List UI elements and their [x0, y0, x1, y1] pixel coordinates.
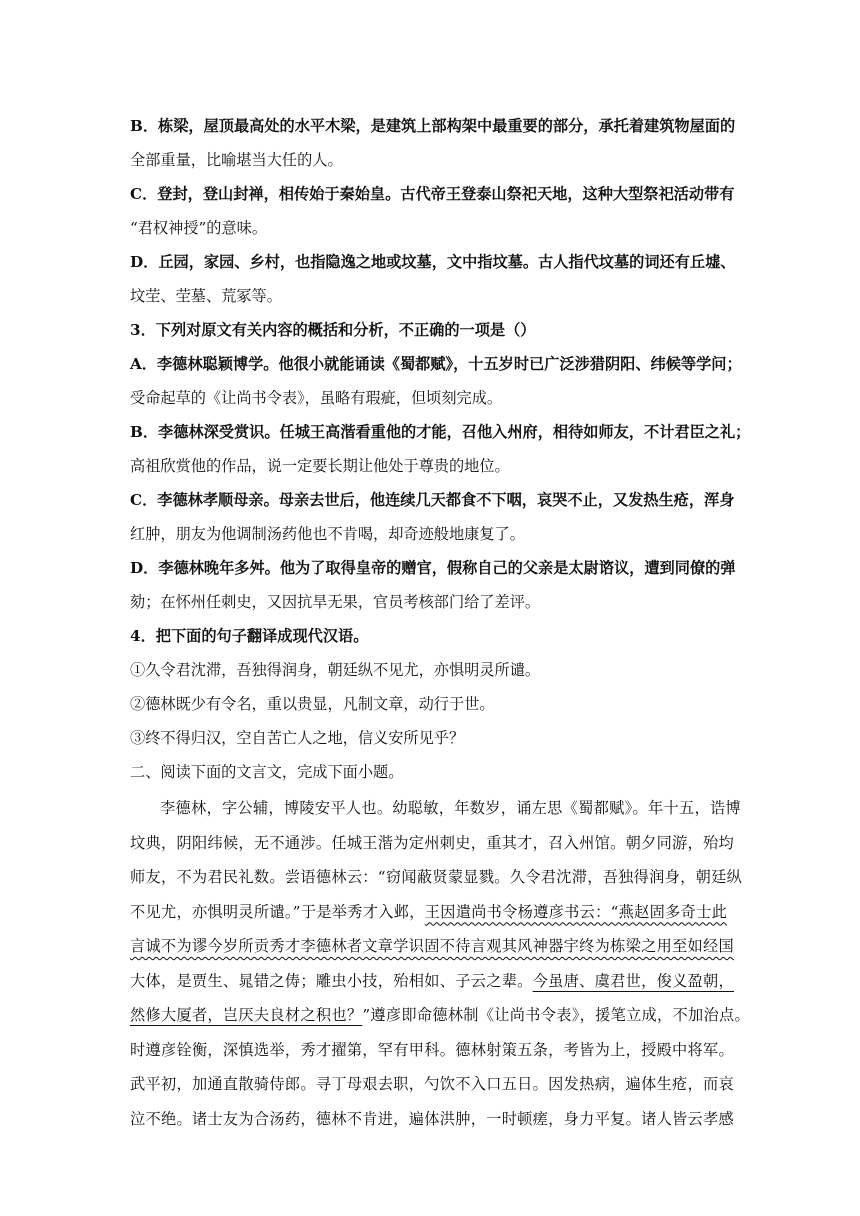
- q3-option-a-line2: 受命起草的《让尚书令表》，虽略有瑕疵，但顷刻完成。: [130, 389, 503, 407]
- passage-line: 武平初，加通直散骑侍郎。寻丁母艰去职，勺饮不入口五日。因发热病，遍体生疮，而哀: [130, 1075, 735, 1093]
- passage-text: 不见尤，亦惧明灵所谴。”于是举秀才入邺，: [130, 902, 425, 921]
- passage-line: 时遵彦铨衡，深慎选举，秀才擢第，罕有甲科。德林射策五条，考皆为上，授殿中将军。: [130, 1040, 735, 1059]
- q4-sentence-2: ②德林既少有令名，重以贵显，凡制文章，动行于世。: [130, 695, 495, 713]
- wavy-underlined-text: 王因遣尚书令杨遵彦书云：“燕赵固多奇士此: [424, 902, 728, 921]
- q3-option-c-line2: 红肿，朋友为他调制汤药他也不肯喝，却奇迹般地康复了。: [130, 525, 525, 543]
- underlined-text: 然修大厦者，岂厌夫良材之积也？: [130, 1006, 363, 1024]
- passage-line: 师友，不为君民礼数。尝语德林云：“窃闻蔽贤蒙显戮。久令君沈滞，吾独得润身，朝廷纵: [130, 868, 743, 886]
- q3-option-c-line1: C．李德林孝顺母亲。母亲去世后，他连续几天都食不下咽，哀哭不止，又发热生疮，浑身: [130, 491, 735, 509]
- wavy-underlined-text: 言诚不为谬今岁所贡秀才李德林者文章学识固不待言观其风神器宇终为栋梁之用至如经国: [130, 937, 735, 955]
- q3-option-d-line1: D．李德林晚年多舛。他为了取得皇帝的赠官，假称自己的父亲是太尉谘议，遭到同僚的弹: [130, 559, 736, 577]
- q2-option-d-line2: 坟茔、茔墓、荒冢等。: [130, 287, 282, 305]
- passage-line: [130, 895, 730, 930]
- q3-stem: 3．下列对原文有关内容的概括和分析，不正确的一项是（）: [130, 321, 536, 339]
- q4-stem: 4．把下面的句子翻译成现代汉语。: [130, 627, 369, 645]
- underlined-text: 今虽唐、虞君世，俊义盈朝，: [532, 971, 735, 990]
- passage-text: ”遵彦即命德林制《让尚书令表》，援笔立成，不加治点。: [362, 1006, 750, 1024]
- q3-option-b-line1: B．李德林深受赏识。任城王高湝看重他的才能，召他入州府，相待如师友，不计君臣之礼；: [130, 423, 751, 441]
- q4-sentence-1: ①久令君沈滞，吾独得润身，朝廷纵不见尤，亦惧明灵所谴。: [130, 661, 541, 679]
- section2-heading: 二、阅读下面的文言文，完成下面小题。: [130, 763, 404, 781]
- q3-option-a-line1: A．李德林聪颖博学。他很小就能诵读《蜀都赋》，十五岁时已广泛涉猎阴阳、纬候等学问；: [130, 355, 742, 373]
- q2-option-c-line2: “君权神授”的意味。: [130, 219, 268, 237]
- passage-line: [130, 929, 735, 964]
- q4-sentence-3: ③终不得归汉，空自苦亡人之地，信义安所见乎？: [130, 729, 465, 747]
- q3-option-b-line2: 高祖欣赏他的作品，说一定要长期让他处于尊贵的地位。: [130, 457, 510, 475]
- q2-option-c-line1: C．登封，登山封禅，相传始于秦始皇。古代帝王登泰山祭祀天地，这种大型祭祀活动带有: [130, 185, 735, 203]
- passage-line: [130, 998, 750, 1033]
- q2-option-b-line1: B．栋梁，屋顶最高处的水平木梁，是建筑上部构架中最重要的部分，承托着建筑物屋面的: [130, 117, 736, 135]
- q3-option-d-line2: 劾；在怀州任刺史，又因抗旱无果，官员考核部门给了差评。: [130, 593, 541, 611]
- passage-text: 大体，是贾生、晁错之俦；雕虫小技，殆相如、子云之辈。: [130, 971, 533, 990]
- q2-option-d-line1: D．丘园，家园、乡村，也指隐逸之地或坟墓，文中指坟墓。古人指代坟墓的词还有丘墟、: [130, 253, 736, 271]
- passage-line: 李德林，字公辅，博陵安平人也。幼聪敏，年数岁，诵左思《蜀都赋》。年十五，诰博: [160, 799, 741, 817]
- passage-line: 泣不绝。诸士友为合汤药，德林不肯进，遍体洪肿，一时顿瘥，身力平复。诸人皆云孝感: [130, 1109, 735, 1128]
- q2-option-b-line2: 全部重量，比喻堪当大任的人。: [130, 151, 343, 169]
- classical-passage: [130, 791, 750, 1136]
- passage-line: [130, 964, 735, 999]
- passage-line: 坟典，阴阳纬候，无不通涉。任城王湝为定州刺史，重其才，召入州馆。朝夕同游，殆均: [130, 833, 735, 852]
